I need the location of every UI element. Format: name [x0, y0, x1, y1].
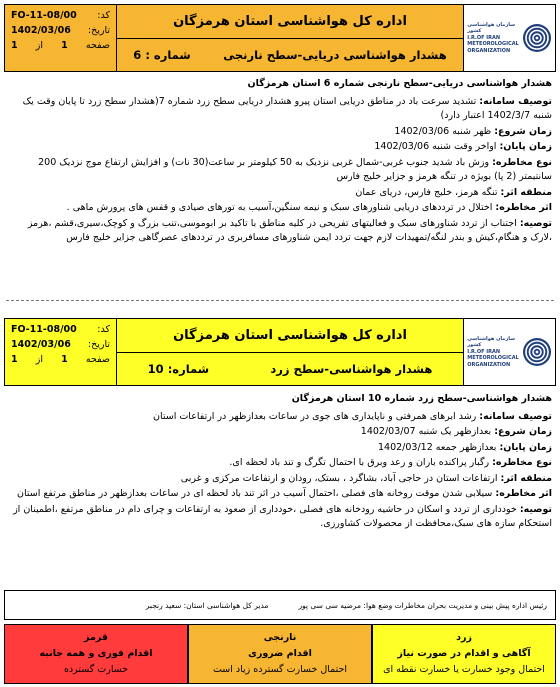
number-label: شماره: [167, 361, 210, 376]
logo-text: سازمان هواشناسی کشور I.R.OF IRAN METEOROLOGICAL ORGANIZATION [467, 21, 519, 54]
hazard-type-text: وزش باد شدید جنوب غربی-شمال غربی نزدیک به 50 کیلومتر بر ساعت(30 نات) و افزایش ارتفاع موج نزدیک 200 سانتیمتر (2 پا) بویژه در تنگه هرمز و جزایر خلیج فارس [38, 156, 552, 182]
start-text: ظهر شنبه 1402/03/06 [394, 125, 492, 137]
level-desc: احتمال خسارت گسترده زیاد است [212, 664, 348, 675]
meteorological-logo-icon [522, 23, 552, 53]
code-label: کد: [97, 10, 110, 21]
logo-box [463, 5, 555, 71]
date-value: 1402/03/06 [11, 25, 71, 36]
logo-text: سازمان هواشناسی کشور I.R.OF IRAN METEOROLOGICAL ORGANIZATION [467, 335, 519, 368]
level-action: اقدام ضروری [248, 648, 312, 659]
org-title: اداره کل هواشناسی استان هرمزگان [117, 319, 463, 353]
date-label: تاریخ: [87, 339, 110, 350]
advice-text: خودداری از تردد و اسکان در حاشیه رودخانه های فصلی ،خودداری از صعود به ارتفاعات و چرای دام در مناطق مرتفع ،اطمینان از استحکام سازه های سبک،محافظت از محصولات کشاورزی. [13, 503, 552, 529]
bulletin2-body [8, 392, 552, 533]
end-text: بعدازظهر جمعه 1402/03/12 [377, 441, 497, 453]
code-value: FO-11-08/00 [11, 324, 77, 335]
impact-area-text: تنگه هرمز، خلیج فارس، دریای عمان [355, 186, 498, 198]
signature-director: مدیر کل هواشناسی استان: سعید رنجبر [145, 600, 269, 610]
level-orange [188, 624, 372, 684]
date-value: 1402/03/06 [11, 339, 71, 350]
bulletin2-title-box [117, 319, 463, 385]
end-text: اواخر وقت شنبه 1402/03/06 [374, 141, 497, 152]
page-value: 1 [61, 354, 68, 365]
logo-box [463, 319, 555, 385]
page-total: 1 [11, 40, 18, 51]
number-value: 6 [133, 47, 142, 62]
hazard-effect-label: اثر مخاطره: [495, 202, 552, 213]
advice-label: توصیه: [519, 217, 552, 229]
signatures-row [4, 590, 556, 620]
org-title: اداره کل هواشناسی استان هرمزگان [117, 5, 463, 39]
level-action: اقدام فوری و همه جانبه [39, 648, 153, 659]
hazard-effect-label: اثر مخاطره: [495, 488, 552, 499]
number-value: 10 [147, 361, 164, 376]
warning-title: هشدار هواشناسی-سطح زرد [270, 361, 433, 376]
meteorological-logo-icon [522, 337, 552, 367]
bulletin2-heading: هشدار هواشناسی-سطح زرد شماره 10 استان هرمزگان [291, 393, 552, 404]
warning-levels-legend [4, 624, 556, 684]
hazard-effect-text: سیلابی شدن موقت روخانه های فصلی ،احتمال آسیب در اثر تند باد لحظه ای در ساعات بعدازظهر در مناطق مرتفع استان [17, 488, 493, 499]
level-action: آگاهی و اقدام در صورت نیاز [397, 648, 531, 659]
hazard-type-label: نوع مخاطره: [492, 457, 552, 468]
signature-forecast-head: رئیس اداره پیش بینی و مدیریت بحران مخاطرات وضع هوا: مرضیه سی سی پور [298, 600, 547, 610]
system-text: تشدید سرعت باد در مناطق دریایی استان پیرو هشدار دریایی سطح زرد شماره 7(هشدار سطح زرد تا پایان وقت یک شنبه 1402/3/7 اعتبار دارد) [22, 95, 552, 121]
page-of: از [35, 40, 44, 51]
level-desc: احتمال وجود خسارت یا خسارت نقطه ای [383, 664, 545, 675]
warning-title: هشدار هواشناسی دریایی-سطح نارنجی [223, 47, 447, 62]
impact-area-label: منطقه اثر: [500, 186, 552, 198]
bulletin1-body [8, 77, 552, 247]
advice-label: توصیه: [519, 503, 552, 515]
impact-area-label: منطقه اثر: [500, 472, 552, 484]
level-name: قرمز [84, 632, 108, 643]
system-text: رشد ابرهای همرفتی و ناپایداری های جوی در ساعات بعدازظهر در ارتفاعات استان [153, 410, 477, 422]
code-label: کد: [97, 324, 110, 335]
bulletin1-heading: هشدار هواشناسی دریایی-سطح نارنجی شماره 6 استان هرمزگان [247, 78, 552, 89]
level-name: نارنجی [263, 632, 297, 643]
hazard-type-label: نوع مخاطره: [492, 156, 552, 168]
number-label: شماره : [145, 47, 191, 62]
page-label: صفحه [85, 40, 110, 51]
page-label: صفحه [85, 354, 110, 365]
system-label: توصیف سامانه: [479, 95, 552, 107]
level-desc: خسارت گسترده [63, 664, 129, 675]
page-value: 1 [61, 40, 68, 51]
bulletin2-header [4, 318, 556, 386]
page-of: از [35, 354, 44, 365]
start-label: زمان شروع: [494, 426, 552, 437]
end-label: زمان پایان: [499, 441, 552, 453]
bulletin1-code-box [5, 5, 117, 71]
hazard-type-text: رگبار پراکنده باران و رعد وبرق با احتمال تگرگ و تند باد لحظه ای. [229, 457, 490, 468]
advice-text: اجتناب از تردد شناورهای سبک و فعالیتهای تفریحی در کلیه مناطق با تاکید بر ابوموسی،تنب بزرگ و کوچک،سیری،قشم ،هرمز ،لارک و هنگام،کیش و بندر لنگه/تمهیدات لازم جهت تردد ایمن شناورهای مسافربری در ترددهای عصرگاهی جزایر خلیج فارس [27, 217, 552, 243]
level-red [4, 624, 188, 684]
divider [6, 300, 554, 301]
code-value: FO-11-08/00 [11, 10, 77, 21]
page-total: 1 [11, 354, 18, 365]
start-label: زمان شروع: [494, 125, 552, 137]
date-label: تاریخ: [87, 25, 110, 36]
bulletin2-code-box [5, 319, 117, 385]
end-label: زمان پایان: [499, 141, 552, 152]
bulletin1-title-box [117, 5, 463, 71]
level-yellow [372, 624, 556, 684]
level-name: زرد [456, 632, 472, 643]
start-text: بعدازظهر یک شنبه 1402/03/07 [360, 426, 492, 437]
bulletin1-header [4, 4, 556, 72]
system-label: توصیف سامانه: [479, 410, 552, 422]
impact-area-text: ارتفاعات استان در حاجی آباد، بشاگرد ، بستک، رودان و ارتفاعات مرکزی و غربی [180, 472, 498, 484]
hazard-effect-text: اختلال در ترددهای دریایی شناورهای سبک و نیمه سنگین،آسیب به تورهای صیادی و قفس های پرورش ماهی . [66, 202, 493, 213]
